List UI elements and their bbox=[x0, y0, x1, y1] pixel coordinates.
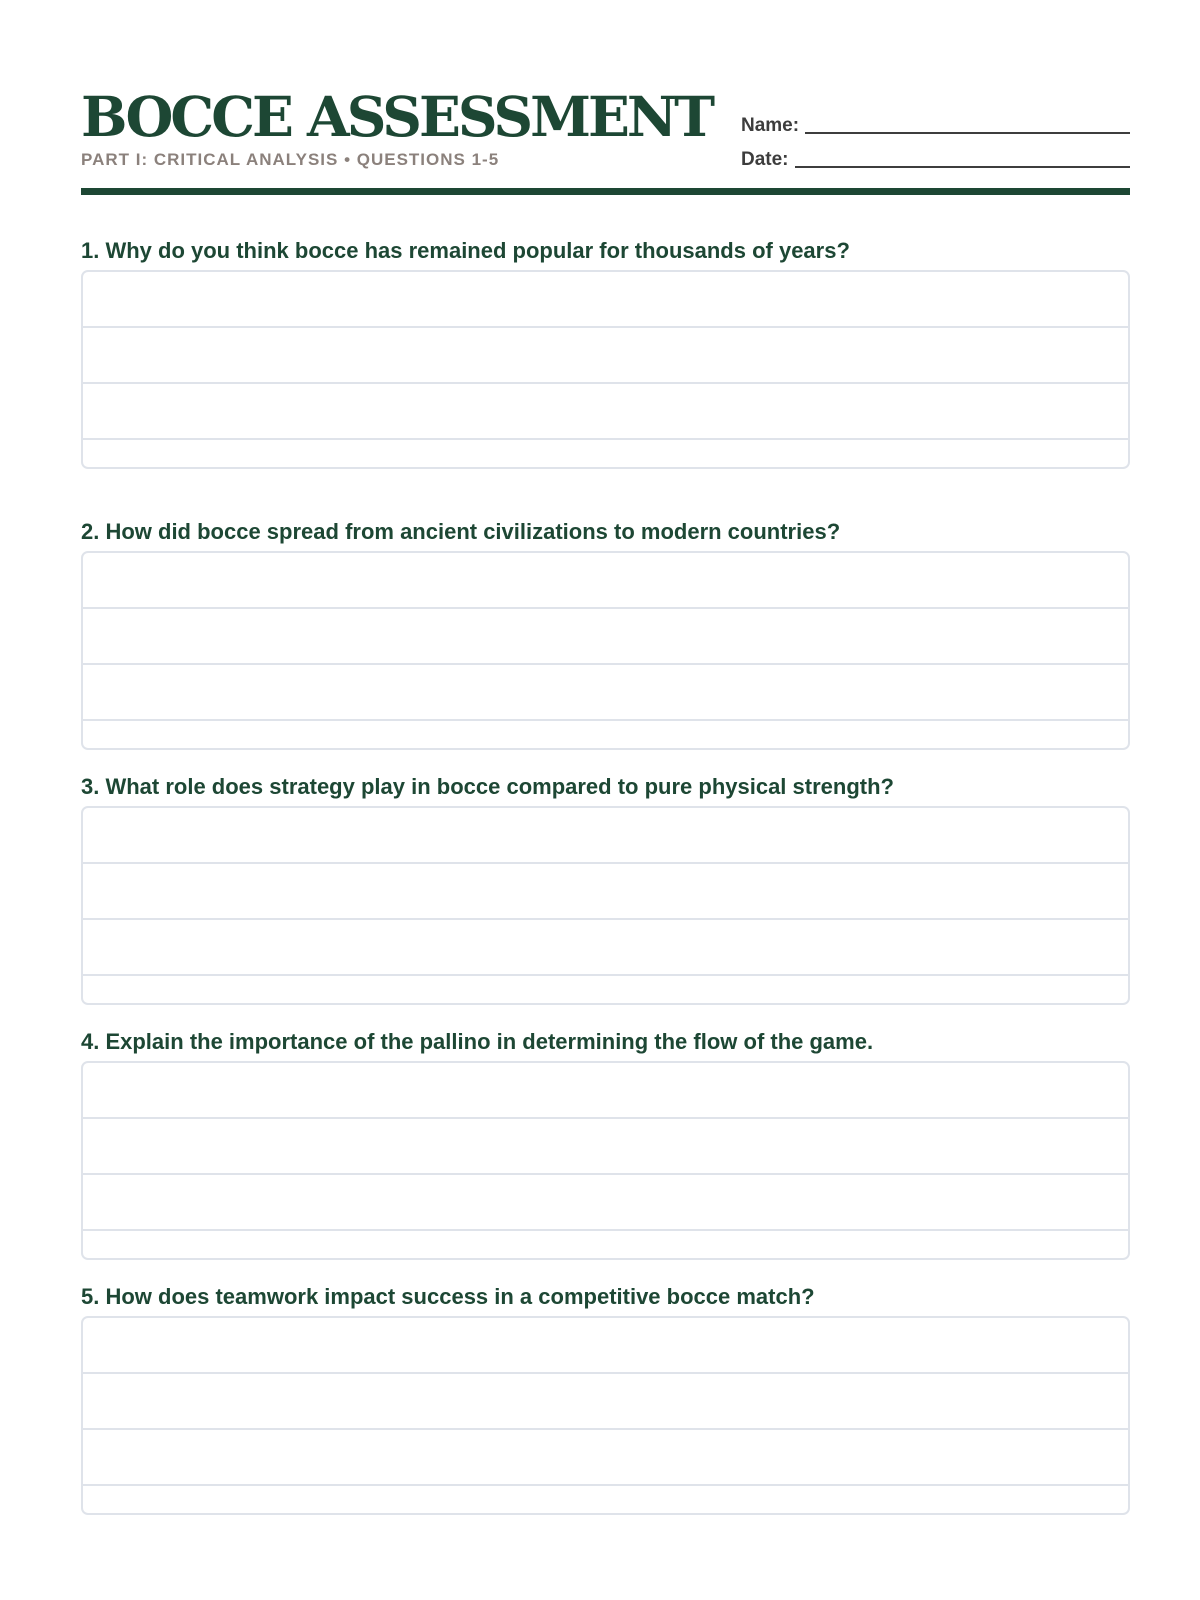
answer-line bbox=[83, 326, 1128, 328]
worksheet-page bbox=[81, 0, 1130, 1600]
header-divider bbox=[81, 188, 1130, 195]
question-1 bbox=[81, 236, 1130, 266]
question-text: 3. What role does strategy play in bocce compared to pure physical strength? bbox=[81, 774, 894, 799]
answer-line bbox=[83, 1484, 1128, 1486]
answer-line bbox=[83, 1428, 1128, 1430]
question-text: 5. How does teamwork impact success in a competitive bocce match? bbox=[81, 1284, 815, 1309]
answer-line bbox=[83, 974, 1128, 976]
answer-line bbox=[83, 719, 1128, 721]
question-text: 4. Explain the importance of the pallino in determining the flow of the game. bbox=[81, 1029, 874, 1054]
answer-line bbox=[83, 663, 1128, 665]
answer-line bbox=[83, 1372, 1128, 1374]
answer-box[interactable] bbox=[81, 551, 1130, 750]
answer-line bbox=[83, 1117, 1128, 1119]
answer-box[interactable] bbox=[81, 270, 1130, 469]
answer-line bbox=[83, 438, 1128, 440]
answer-line bbox=[83, 1229, 1128, 1231]
answer-line bbox=[83, 607, 1128, 609]
page-subtitle: PART I: CRITICAL ANALYSIS • QUESTIONS 1-5 bbox=[81, 150, 500, 169]
question-3 bbox=[81, 772, 1130, 802]
question-2 bbox=[81, 517, 1130, 547]
worksheet-header bbox=[81, 84, 1130, 200]
date-label: Date: bbox=[741, 149, 789, 170]
date-field[interactable] bbox=[741, 145, 1130, 171]
answer-line bbox=[83, 918, 1128, 920]
name-blank-line[interactable] bbox=[805, 132, 1130, 134]
name-field[interactable] bbox=[741, 111, 1130, 137]
question-text: 2. How did bocce spread from ancient civilizations to modern countries? bbox=[81, 519, 841, 544]
question-5 bbox=[81, 1282, 1130, 1312]
name-label: Name: bbox=[741, 115, 800, 136]
answer-box[interactable] bbox=[81, 1316, 1130, 1515]
answer-line bbox=[83, 382, 1128, 384]
answer-line bbox=[83, 862, 1128, 864]
page-title: BOCCE ASSESSMENT bbox=[81, 84, 713, 149]
question-text: 1. Why do you think bocce has remained popular for thousands of years? bbox=[81, 238, 850, 263]
date-blank-line[interactable] bbox=[795, 166, 1130, 168]
answer-box[interactable] bbox=[81, 806, 1130, 1005]
answer-box[interactable] bbox=[81, 1061, 1130, 1260]
answer-line bbox=[83, 1173, 1128, 1175]
question-4 bbox=[81, 1027, 1130, 1057]
